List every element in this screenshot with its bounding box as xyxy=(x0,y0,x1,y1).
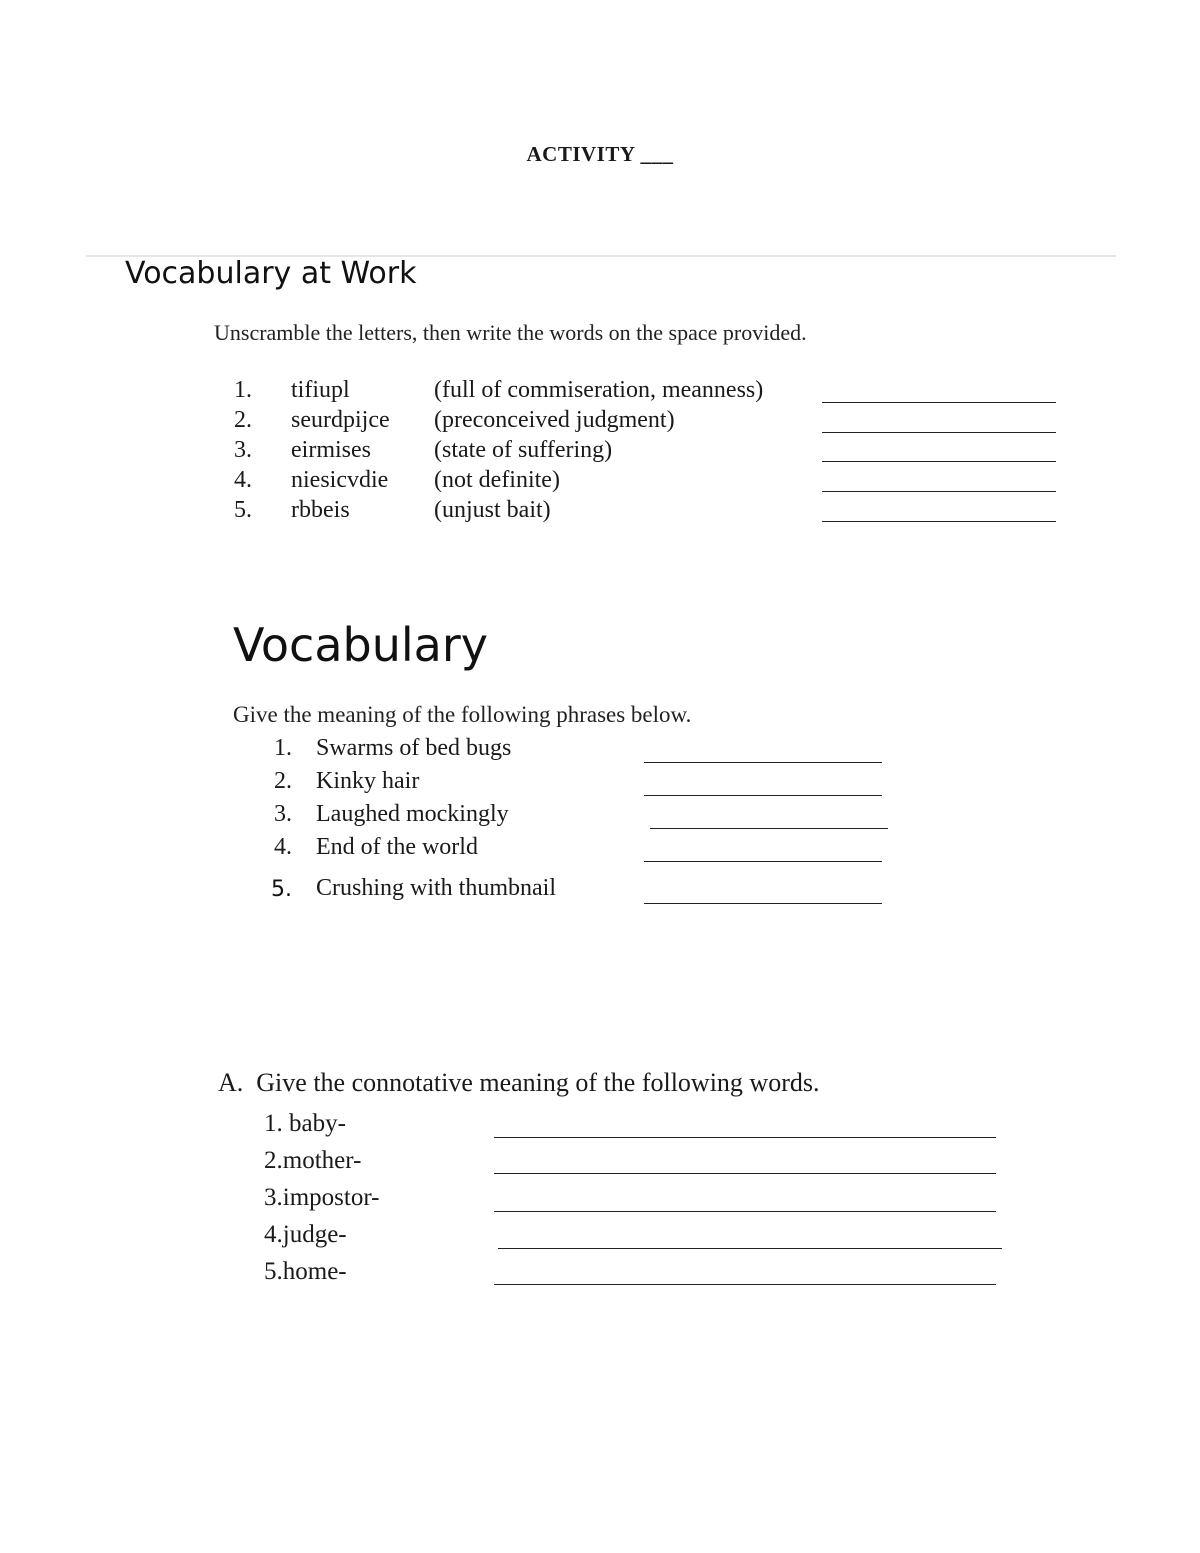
scrambled-word: rbbeis xyxy=(291,497,350,523)
answer-blank[interactable] xyxy=(494,1211,996,1212)
scrambled-word: tifiupl xyxy=(291,377,350,403)
answer-blank[interactable] xyxy=(494,1284,996,1285)
phrase-text: Kinky hair xyxy=(316,768,420,794)
scrambled-word: niesicvdie xyxy=(291,467,389,493)
clue-text: (preconceived judgment) xyxy=(434,407,675,433)
item-number: 5. xyxy=(271,877,292,902)
clue-text: (not definite) xyxy=(434,467,560,493)
list-item xyxy=(262,768,962,801)
answer-blank[interactable] xyxy=(498,1248,1002,1249)
item-number: 5. xyxy=(234,497,252,523)
item-number: 3. xyxy=(274,801,292,827)
list-item xyxy=(222,375,1122,405)
answer-blank[interactable] xyxy=(644,762,882,763)
phrase-text: Laughed mockingly xyxy=(316,801,509,827)
list-item xyxy=(262,834,962,867)
answer-blank[interactable] xyxy=(644,861,882,862)
item-number: 4. xyxy=(274,834,292,860)
list-item xyxy=(262,735,962,768)
item-number: 4. xyxy=(234,467,252,493)
activity-title: ACTIVITY ___ xyxy=(526,142,674,166)
answer-blank[interactable] xyxy=(822,491,1056,492)
answer-blank[interactable] xyxy=(650,828,888,829)
item-number: 3. xyxy=(234,437,252,463)
answer-blank[interactable] xyxy=(644,903,882,904)
section2-list xyxy=(262,735,962,935)
list-item: 4.judge- xyxy=(264,1221,347,1248)
clue-text: (full of commiseration, meanness) xyxy=(434,377,764,403)
scrambled-word: seurdpijce xyxy=(291,407,390,433)
phrase-text: Swarms of bed bugs xyxy=(316,735,512,761)
answer-blank[interactable] xyxy=(822,432,1056,433)
scrambled-word: eirmises xyxy=(291,437,371,463)
answer-blank[interactable] xyxy=(644,795,882,796)
phrase-text: End of the world xyxy=(316,834,478,860)
item-number: 2. xyxy=(274,768,292,794)
list-item xyxy=(262,801,962,834)
answer-blank[interactable] xyxy=(822,461,1056,462)
section1-heading: Vocabulary at Work xyxy=(125,256,417,291)
answer-blank[interactable] xyxy=(494,1173,996,1174)
answer-blank[interactable] xyxy=(822,402,1056,403)
item-number: 1. xyxy=(234,377,252,403)
list-item: 2.mother- xyxy=(264,1147,362,1174)
section3-instruction: A. Give the connotative meaning of the following words. xyxy=(218,1068,820,1097)
section2-instruction: Give the meaning of the following phrases below. xyxy=(233,702,692,727)
list-item: 3.impostor- xyxy=(264,1184,380,1211)
section2-heading: Vocabulary xyxy=(233,618,488,672)
list-item xyxy=(222,405,1122,435)
item-number: 1. xyxy=(274,735,292,761)
list-item: 5.home- xyxy=(264,1258,347,1285)
item-number: 2. xyxy=(234,407,252,433)
clue-text: (state of suffering) xyxy=(434,437,613,463)
clue-text: (unjust bait) xyxy=(434,497,551,523)
section1-instruction: Unscramble the letters, then write the words on the space provided. xyxy=(214,320,807,345)
answer-blank[interactable] xyxy=(822,521,1056,522)
list-item: 1. baby- xyxy=(264,1110,346,1137)
phrase-text: Crushing with thumbnail xyxy=(316,875,556,901)
answer-blank[interactable] xyxy=(494,1137,996,1138)
